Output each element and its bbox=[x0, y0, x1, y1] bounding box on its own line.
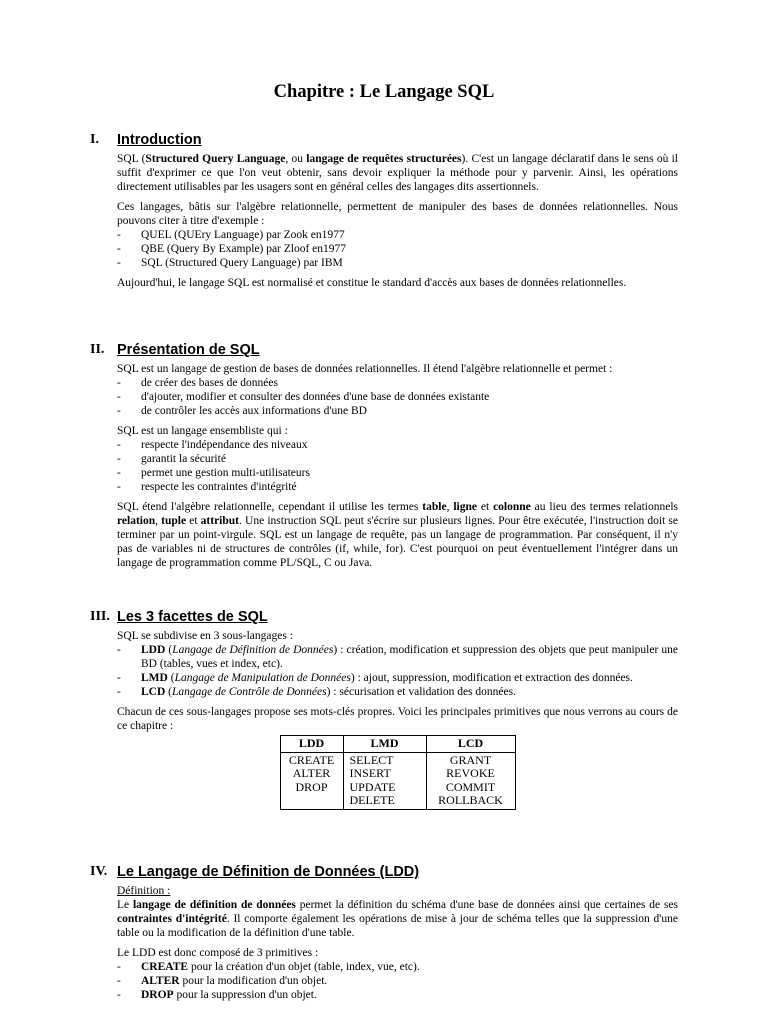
bullet-list bbox=[117, 228, 678, 270]
paragraph: SQL étend l'algèbre relationnelle, cependant il utilise les termes table, ligne et colonne au lieu des termes relationnels relation, tuple et attribut. Une instruction SQL peut s'écrire sur plusieurs lignes. Pour être exécutée, l'instruction doit se terminer par un point-virgule. SQL est un langage de requête, pas un langage de programmation. Par conséquent, il n'y pas de variables ni de structures de contrôles (if, while, for). C'est pourquoi on peut éventuellement l'intégrer dans un langage de programmation comme PL/SQL, C ou Java. bbox=[117, 501, 678, 569]
paragraph: Aujourd'hui, le langage SQL est normalisé et constitue le standard d'accès aux bases de données relationnelles. bbox=[117, 277, 627, 289]
primitive-keyword: CREATE bbox=[288, 752, 335, 767]
list-item: - respecte les contraintes d'intégrité bbox=[117, 480, 678, 494]
primitive-keyword: COMMIT bbox=[445, 779, 496, 794]
list-item: - SQL (Structured Query Language) par IBM bbox=[117, 256, 678, 270]
table-header-lcd: LCD bbox=[426, 736, 515, 753]
paragraph: Chacun de ces sous-langages propose ses mots-clés propres. Voici les principales primitives que nous verrons au cours de ce chapitre : bbox=[117, 706, 678, 732]
primitive-keyword: GRANT bbox=[449, 752, 492, 767]
section-presentation bbox=[90, 340, 690, 576]
table-header-row bbox=[280, 736, 515, 753]
bullet-list bbox=[117, 376, 678, 418]
primitive-keyword: DROP bbox=[295, 779, 328, 794]
list-item: - LCD (Langage de Contrôle de Données) : sécurisation et validation des données. bbox=[117, 685, 678, 699]
section-title: Les 3 facettes de SQL bbox=[117, 609, 268, 625]
list-item: - permet une gestion multi-utilisateurs bbox=[117, 466, 678, 480]
bullet-list bbox=[117, 438, 678, 494]
paragraph: Ces langages, bâtis sur l'algèbre relationnelle, permettent de manipuler des bases de données relationnelles. Nous pouvons citer à titre d'exemple : bbox=[117, 201, 678, 227]
list-item: - de créer des bases de données bbox=[117, 376, 678, 390]
list-item: - ALTER pour la modification d'un objet. bbox=[117, 974, 678, 988]
list-item: - de contrôler les accès aux informations d'une BD bbox=[117, 404, 678, 418]
definition-label: Définition : bbox=[117, 885, 171, 897]
paragraph: SQL (Structured Query Language, ou langage de requêtes structurées). C'est un langage déclaratif dans le sens où il suffit d'exprimer ce que l'on veut obtenir, sans devoir expliquer la méthode pour y parvenir. Ainsi, les opérations directement utilisables par les usagers sont en général celles des langages dits assertionnels. bbox=[117, 153, 678, 193]
primitive-keyword: UPDATE bbox=[349, 779, 396, 794]
section-title: Introduction bbox=[117, 132, 202, 148]
section-heading bbox=[90, 340, 690, 362]
list-item: - DROP pour la suppression d'un objet. bbox=[117, 988, 678, 1002]
paragraph: SQL se subdivise en 3 sous-langages : bbox=[117, 630, 293, 642]
section-heading bbox=[90, 130, 690, 152]
section-heading bbox=[90, 607, 690, 629]
paragraph: Le langage de définition de données permet la définition du schéma d'une base de données ainsi que certaines de ses contraintes d'intégrité. Il comporte également les opérations de mise à jour de schéma telles que la suppression d'une table ou la modification de la définition d'une table. bbox=[117, 899, 678, 939]
bullet-list bbox=[117, 960, 678, 1002]
list-item: - QUEL (QUEry Language) par Zook en1977 bbox=[117, 228, 678, 242]
section-number: III. bbox=[90, 609, 110, 624]
table-cell-lcd bbox=[426, 752, 515, 809]
section-facettes bbox=[90, 607, 690, 810]
section-ldd bbox=[90, 862, 690, 1008]
paragraph: Le LDD est donc composé de 3 primitives : bbox=[117, 947, 319, 959]
primitives-table bbox=[280, 735, 516, 810]
list-item: - d'ajouter, modifier et consulter des données d'une base de données existante bbox=[117, 390, 678, 404]
primitive-keyword: REVOKE bbox=[446, 766, 495, 780]
paragraph: SQL est un langage de gestion de bases de données relationnelles. Il étend l'algèbre relationnelle et permet : bbox=[117, 363, 613, 375]
paragraph: SQL est un langage ensembliste qui : bbox=[117, 425, 288, 437]
table-cell-lmd bbox=[343, 752, 426, 809]
table-header-lmd: LMD bbox=[343, 736, 426, 753]
section-introduction bbox=[90, 130, 690, 296]
list-item: - CREATE pour la création d'un objet (table, index, vue, etc). bbox=[117, 960, 678, 974]
section-title: Le Langage de Définition de Données (LDD) bbox=[117, 864, 420, 880]
section-title: Présentation de SQL bbox=[117, 342, 260, 358]
list-item: - respecte l'indépendance des niveaux bbox=[117, 438, 678, 452]
list-item: - LMD (Langage de Manipulation de Données) : ajout, suppression, modification et extraction des données. bbox=[117, 671, 678, 685]
primitive-keyword: ALTER bbox=[292, 766, 331, 780]
section-number: IV. bbox=[90, 864, 108, 879]
primitive-keyword: INSERT bbox=[349, 766, 391, 780]
primitive-keyword: DELETE bbox=[349, 793, 395, 807]
list-item: - LDD (Langage de Définition de Données) : création, modification et suppression des objets que peut manipuler une BD (tables, vues et index, etc). bbox=[117, 643, 678, 671]
bullet-list bbox=[117, 643, 678, 699]
list-item: - garantit la sécurité bbox=[117, 452, 678, 466]
section-heading bbox=[90, 862, 690, 884]
primitive-keyword: SELECT bbox=[349, 752, 394, 767]
table-row bbox=[280, 752, 515, 809]
page-title: Chapitre : Le Langage SQL bbox=[273, 82, 495, 102]
table-cell-ldd bbox=[280, 752, 343, 809]
list-item: - QBE (Query By Example) par Zloof en1977 bbox=[117, 242, 678, 256]
primitive-keyword: ROLLBACK bbox=[438, 793, 503, 807]
section-number: I. bbox=[90, 132, 99, 147]
table-header-ldd: LDD bbox=[280, 736, 343, 753]
section-number: II. bbox=[90, 342, 105, 357]
